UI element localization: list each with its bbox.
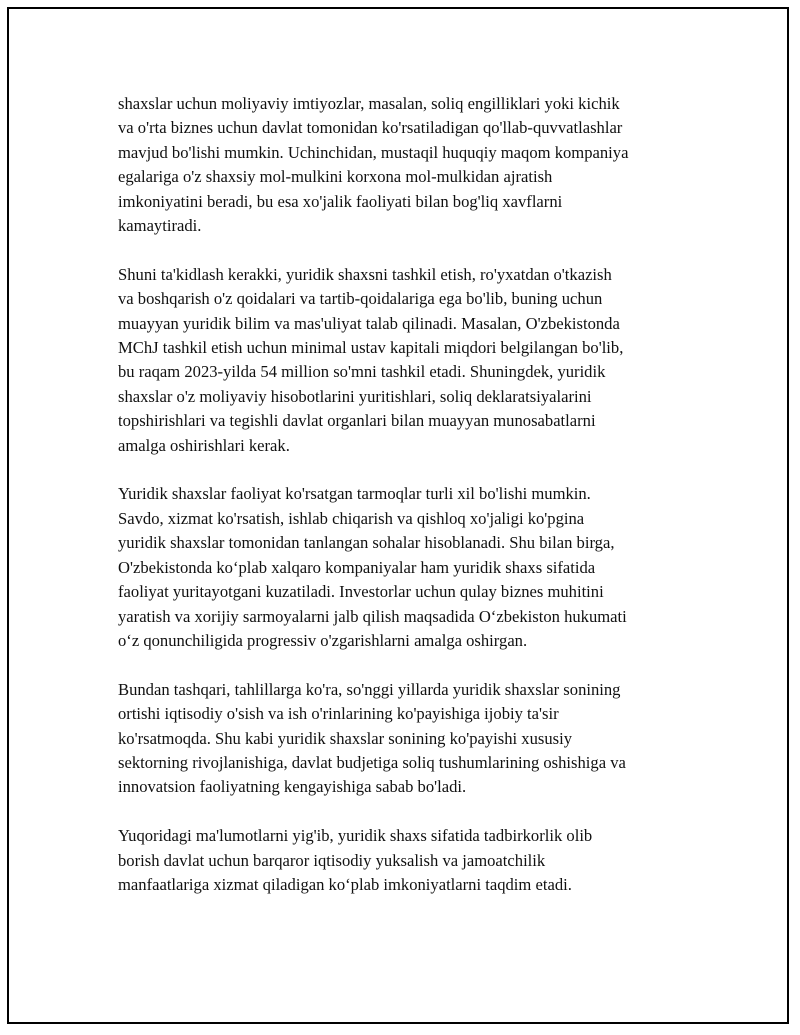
paragraph-2: Shuni ta'kidlash kerakki, yuridik shaxsni tashkil etish, ro'yxatdan o'tkazish va boshqarish o'z qoidalari va tartib-qoidalariga ega bo'lib, buning uchun muayyan yuridik bilim va mas'uliyat talab qilinadi. Masalan, O'zbekistonda MChJ tashkil etish uchun minimal ustav kapitali miqdori belgilangan bo'lib, bu raqam 2023-yilda 54 million so'mni tashkil etadi. Shuningdek, yuridik shaxslar o'z moliyaviy hisobotlarini yuritishlari, soliq deklaratsiyalarini topshirishlari va tegishli davlat organlari bilan muayyan munosabatlarni amalga oshirishlari kerak. [118,264,624,455]
document-body [118,92,698,922]
paragraph-3: Yuridik shaxslar faoliyat ko'rsatgan tarmoqlar turli xil bo'lishi mumkin. Savdo, xizmat ko'rsatish, ishlab chiqarish va qishloq xo'jaligi ko'pgina yuridik shaxslar tomonidan tanlangan sohalar hisoblanadi. Shu bilan birga, O'zbekistonda ko‘plab xalqaro kompaniyalar ham yuridik shaxs sifatida faoliyat yuritayotgani kuzatiladi. Investorlar uchun qulay biznes muhitini yaratish va xorijiy sarmoyalarni jalb qilish maqsadida O‘zbekiston hukumati o‘z qonunchiligida progressiv o'zgarishlarni amalga oshirgan. [118,484,627,650]
paragraph-4: Bundan tashqari, tahlillarga ko'ra, so'nggi yillarda yuridik shaxslar sonining ortishi iqtisodiy o'sish va ish o'rinlarining ko'payishiga ijobiy ta'sir ko'rsatmoqda. Shu kabi yuridik shaxslar sonining ko'payishi xususiy sektorning rivojlanishiga, davlat budjetiga soliq tushumlarining oshishiga va innovatsion faoliyatning kengayishiga sabab bo'ladi. [118,679,626,797]
paragraph-1: shaxslar uchun moliyaviy imtiyozlar, masalan, soliq engilliklari yoki kichik va o'rta biznes uchun davlat tomonidan ko'rsatiladigan qo'llab-quvvatlashlar mavjud bo'lishi mumkin. Uchinchidan, mustaqil huquqiy maqom kompaniya egalariga o'z shaxsiy mol-mulkini korxona mol-mulkidan ajratish imkoniyatini beradi, bu esa xo'jalik faoliyati bilan bog'liq xavflarni kamaytiradi. [118,94,629,236]
paragraph-5: Yuqoridagi ma'lumotlarni yig'ib, yuridik shaxs sifatida tadbirkorlik olib borish davlat uchun barqaror iqtisodiy yuksalish va jamoatchilik manfaatlariga xizmat qiladigan ko‘plab imkoniyatlarni taqdim etadi. [118,826,593,894]
